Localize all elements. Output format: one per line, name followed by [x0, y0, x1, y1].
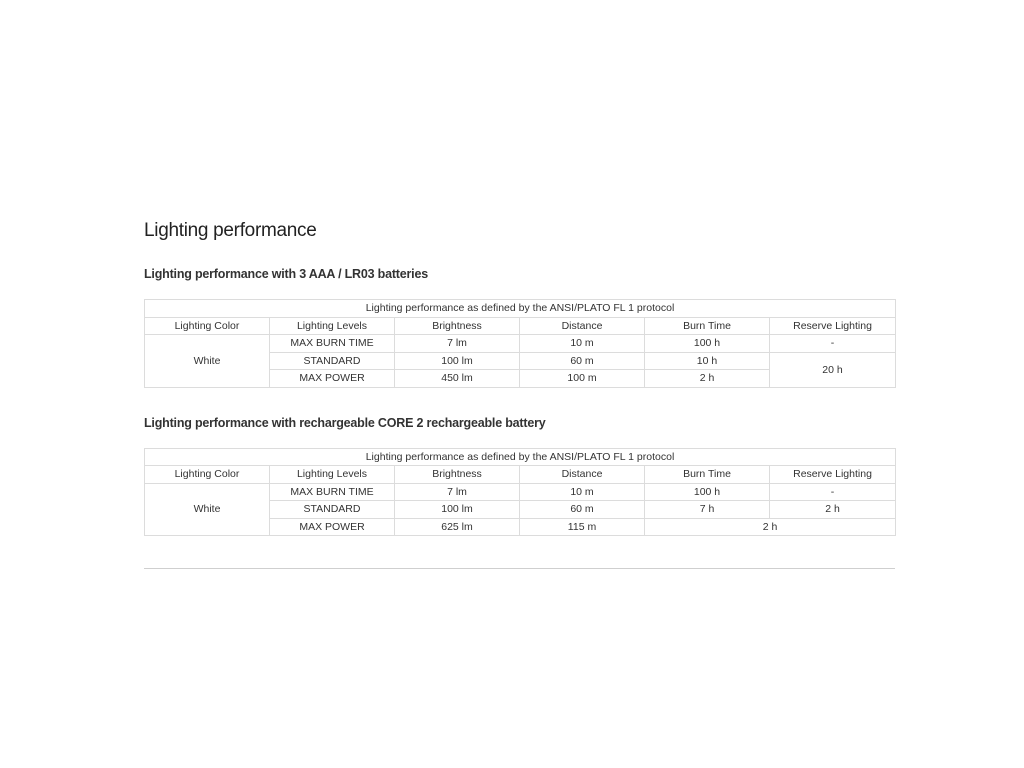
content-area — [144, 218, 895, 536]
header-brightness: Brightness — [395, 466, 520, 484]
performance-table-core — [144, 448, 896, 537]
header-burn-time: Burn Time — [645, 317, 770, 335]
cell-brightness: 100 lm — [395, 501, 520, 519]
performance-table-aaa — [144, 299, 896, 388]
cell-brightness: 7 lm — [395, 335, 520, 353]
cell-distance: 10 m — [520, 483, 645, 501]
cell-burn-time-reserve: 2 h — [645, 518, 896, 536]
cell-level: MAX BURN TIME — [270, 483, 395, 501]
cell-burn-time: 100 h — [645, 483, 770, 501]
section-title-aaa-batteries: Lighting performance with 3 AAA / LR03 batteries — [144, 267, 428, 281]
header-distance: Distance — [520, 317, 645, 335]
cell-brightness: 450 lm — [395, 370, 520, 388]
cell-brightness: 100 lm — [395, 352, 520, 370]
table-caption-row — [145, 448, 896, 466]
cell-distance: 60 m — [520, 501, 645, 519]
header-distance: Distance — [520, 466, 645, 484]
header-lighting-color: Lighting Color — [145, 466, 270, 484]
cell-level: STANDARD — [270, 501, 395, 519]
cell-level: MAX POWER — [270, 518, 395, 536]
cell-distance: 115 m — [520, 518, 645, 536]
section-title-core-battery: Lighting performance with rechargeable CORE 2 rechargeable battery — [144, 415, 546, 430]
table-row — [145, 335, 896, 353]
cell-distance: 10 m — [520, 335, 645, 353]
page-title: Lighting performance — [144, 220, 317, 241]
cell-burn-time: 10 h — [645, 352, 770, 370]
cell-brightness: 7 lm — [395, 483, 520, 501]
header-reserve-lighting: Reserve Lighting — [770, 317, 896, 335]
header-lighting-levels: Lighting Levels — [270, 466, 395, 484]
cell-distance: 100 m — [520, 370, 645, 388]
cell-lighting-color: White — [145, 335, 270, 388]
cell-level: STANDARD — [270, 352, 395, 370]
section-divider — [144, 568, 895, 569]
cell-level: MAX BURN TIME — [270, 335, 395, 353]
table-header-row — [145, 466, 896, 484]
table-row — [145, 483, 896, 501]
cell-reserve: 2 h — [770, 501, 896, 519]
cell-brightness: 625 lm — [395, 518, 520, 536]
header-burn-time: Burn Time — [645, 466, 770, 484]
cell-distance: 60 m — [520, 352, 645, 370]
header-lighting-levels: Lighting Levels — [270, 317, 395, 335]
cell-reserve: 20 h — [770, 352, 896, 387]
cell-burn-time: 2 h — [645, 370, 770, 388]
header-lighting-color: Lighting Color — [145, 317, 270, 335]
cell-burn-time: 100 h — [645, 335, 770, 353]
table-header-row — [145, 317, 896, 335]
table-caption: Lighting performance as defined by the ANSI/PLATO FL 1 protocol — [145, 300, 896, 318]
table-caption-row — [145, 300, 896, 318]
header-brightness: Brightness — [395, 317, 520, 335]
table-caption: Lighting performance as defined by the ANSI/PLATO FL 1 protocol — [145, 448, 896, 466]
cell-level: MAX POWER — [270, 370, 395, 388]
header-reserve-lighting: Reserve Lighting — [770, 466, 896, 484]
cell-burn-time: 7 h — [645, 501, 770, 519]
cell-reserve: - — [770, 335, 896, 353]
cell-reserve: - — [770, 483, 896, 501]
cell-lighting-color: White — [145, 483, 270, 536]
